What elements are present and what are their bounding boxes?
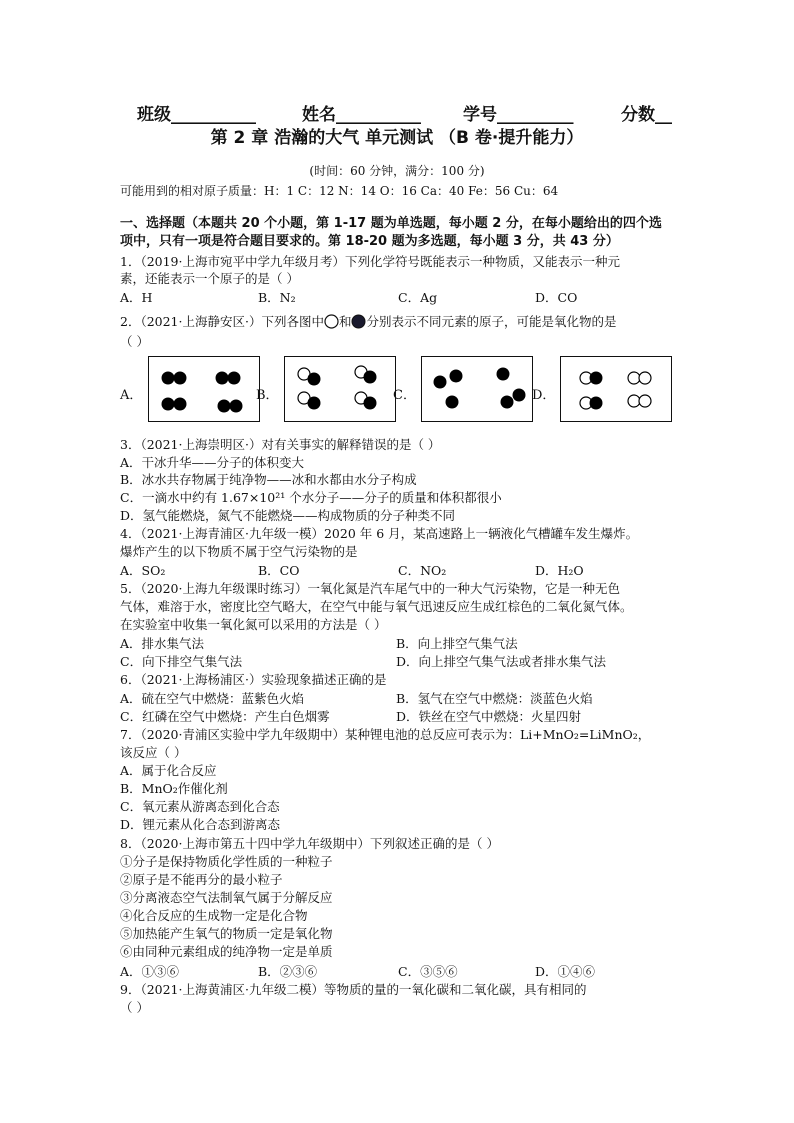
option-d[interactable]: D．①④⑥ bbox=[535, 964, 596, 979]
question-2-suffix: 分别表示不同元素的原子，可能是氧化物的是 bbox=[366, 314, 617, 329]
question-6-options bbox=[120, 689, 680, 706]
diagram-d-box bbox=[560, 356, 672, 422]
option-c[interactable]: C．③⑤⑥ bbox=[398, 964, 458, 979]
diagram-a-label[interactable]: A． bbox=[120, 388, 143, 403]
question-2-line bbox=[120, 313, 617, 330]
question-8-options bbox=[120, 962, 680, 979]
question-4-line: 爆炸产生的以下物质不属于空气污染物的是 bbox=[120, 544, 358, 559]
option-b[interactable]: B．N₂ bbox=[258, 290, 296, 305]
question-5-line: 5．（2020·上海九年级课时练习）一氧化氮是汽车尾气中的一种大气污染物，它是一种无色 bbox=[120, 581, 620, 596]
question-1-line: 1．（2019·上海市宛平中学九年级月考）下列化学符号既能表示一种物质，又能表示一种元 bbox=[120, 254, 620, 269]
option-a[interactable]: A．排水集气法 bbox=[120, 636, 205, 651]
option-a[interactable]: A．①③⑥ bbox=[120, 964, 180, 979]
option-a[interactable]: A．属于化合反应 bbox=[120, 763, 217, 778]
question-6-stem: 6．（2021·上海杨浦区·）实验现象描述正确的是 bbox=[120, 672, 387, 687]
diagram-d-label[interactable]: D． bbox=[532, 388, 556, 403]
class-field-label: 班级__________ bbox=[137, 105, 256, 125]
option-c[interactable]: C．NO₂ bbox=[398, 563, 447, 578]
option-c[interactable]: C．氧元素从游离态到化合态 bbox=[120, 799, 280, 814]
question-5-options bbox=[120, 634, 680, 651]
option-b[interactable]: B．向上排空气集气法 bbox=[396, 636, 518, 651]
diagram-b-molecules bbox=[285, 357, 397, 423]
student-id-field-label: 学号_________ bbox=[463, 105, 574, 125]
question-8-statement: ①分子是保持物质化学性质的一种粒子 bbox=[120, 854, 333, 869]
option-d[interactable]: D．向上排空气集气法或者排水集气法 bbox=[396, 654, 607, 669]
question-9-line: （ ） bbox=[120, 1000, 149, 1015]
diagram-b-box bbox=[284, 356, 396, 422]
name-field-label: 姓名__________ bbox=[302, 105, 421, 125]
section-heading-line: 一、选择题（本题共 20 个小题，第 1-17 题为单选题，每小题 2 分，在每小题给出的四个选 bbox=[120, 216, 662, 231]
question-5-options bbox=[120, 652, 680, 669]
option-a[interactable]: A．干冰升华——分子的体积变大 bbox=[120, 455, 305, 470]
question-6-options bbox=[120, 707, 680, 724]
option-b[interactable]: B．②③⑥ bbox=[258, 964, 318, 979]
option-c[interactable]: C．Ag bbox=[398, 290, 438, 305]
diagram-c-molecules bbox=[422, 357, 534, 423]
question-2-line: （ ） bbox=[120, 334, 149, 349]
question-8-statement: ②原子是不能再分的最小粒子 bbox=[120, 872, 283, 887]
diagram-a-molecules bbox=[149, 357, 261, 423]
question-7-line: 该反应（ ） bbox=[120, 745, 187, 760]
question-2-prefix: 2．（2021·上海静安区·）下列各图中 bbox=[120, 314, 324, 329]
option-d[interactable]: D．锂元素从化合态到游离态 bbox=[120, 817, 281, 832]
white-atom-icon bbox=[324, 314, 339, 329]
question-5-line: 气体，难溶于水，密度比空气略大，在空气中能与氧气迅速反应生成红棕色的二氧化氮气体。 bbox=[120, 599, 633, 614]
question-8-statement: ⑥由同种元素组成的纯净物一定是单质 bbox=[120, 944, 333, 959]
option-b[interactable]: B．MnO₂作催化剂 bbox=[120, 781, 228, 796]
question-4-options bbox=[120, 561, 680, 578]
option-c[interactable]: C．红磷在空气中燃烧：产生白色烟雾 bbox=[120, 709, 330, 724]
question-9-line: 9．（2021·上海黄浦区·九年级二模）等物质的量的一氧化碳和二氧化碳，具有相同的 bbox=[120, 982, 587, 997]
option-d[interactable]: D．氢气能燃烧，氮气不能燃烧——构成物质的分子种类不同 bbox=[120, 508, 456, 523]
diagram-d-molecules bbox=[561, 357, 673, 423]
option-a[interactable]: A．SO₂ bbox=[120, 563, 166, 578]
option-c[interactable]: C．向下排空气集气法 bbox=[120, 654, 243, 669]
section-heading bbox=[120, 215, 680, 251]
question-7-line: 7．（2020·青浦区实验中学九年级期中）某种锂电池的总反应可表示为：Li+MnO₂=LiMnO₂， bbox=[120, 727, 651, 742]
diagram-c-label[interactable]: C． bbox=[393, 388, 416, 403]
question-8-statement: ⑤加热能产生氧气的物质一定是氧化物 bbox=[120, 926, 333, 941]
option-b[interactable]: B．CO bbox=[258, 563, 300, 578]
diagram-b-label[interactable]: B． bbox=[256, 388, 279, 403]
option-d[interactable]: D．H₂O bbox=[535, 563, 584, 578]
question-3-stem: 3．（2021·上海崇明区·）对有关事实的解释错误的是（ ） bbox=[120, 437, 441, 452]
option-d[interactable]: D．CO bbox=[535, 290, 578, 305]
question-2-diagrams bbox=[120, 356, 680, 426]
question-2-middle: 和 bbox=[338, 314, 352, 329]
page-title: 第 2 章 浩瀚的大气 单元测试 （B 卷·提升能力） bbox=[210, 128, 584, 148]
option-b[interactable]: B．氢气在空气中燃烧：淡蓝色火焰 bbox=[396, 691, 593, 706]
exam-time-info: (时间：60 分钟，满分：100 分) bbox=[309, 164, 485, 178]
atomic-masses: 可能用到的相对原子质量：H：1 C：12 N：14 O：16 Ca：40 Fe：56 Cu：64 bbox=[120, 184, 559, 198]
diagram-c-box bbox=[421, 356, 533, 422]
option-d[interactable]: D．铁丝在空气中燃烧：火星四射 bbox=[396, 709, 582, 724]
question-4-line: 4．（2021·上海青浦区·九年级一模）2020 年 6 月，某高速路上一辆液化气槽罐车发生爆炸。 bbox=[120, 526, 639, 541]
score-field-label: 分数__ bbox=[621, 105, 672, 125]
option-a[interactable]: A．H bbox=[120, 290, 153, 305]
option-c[interactable]: C．一滴水中约有 1.67×10²¹ 个水分子——分子的质量和体积都很小 bbox=[120, 490, 502, 505]
diagram-a-box bbox=[148, 356, 260, 422]
question-8-stem: 8．（2020·上海市第五十四中学九年级期中）下列叙述正确的是（ ） bbox=[120, 836, 499, 851]
question-8-statement: ③分离液态空气法制氧气属于分解反应 bbox=[120, 890, 333, 905]
question-1-options bbox=[120, 288, 680, 305]
option-a[interactable]: A．硫在空气中燃烧：蓝紫色火焰 bbox=[120, 691, 305, 706]
section-heading-line: 项中，只有一项是符合题目要求的。第 18-20 题为多选题，每小题 3 分，共 43 分） bbox=[120, 234, 619, 249]
question-1-line: 素，还能表示一个原子的是（ ） bbox=[120, 271, 299, 286]
option-b[interactable]: B．冰水共存物属于纯净物——冰和水都由水分子构成 bbox=[120, 472, 417, 487]
question-8-statement: ④化合反应的生成物一定是化合物 bbox=[120, 908, 308, 923]
question-5-line: 在实验室中收集一氧化氮可以采用的方法是（ ） bbox=[120, 617, 387, 632]
black-atom-icon bbox=[351, 314, 366, 329]
